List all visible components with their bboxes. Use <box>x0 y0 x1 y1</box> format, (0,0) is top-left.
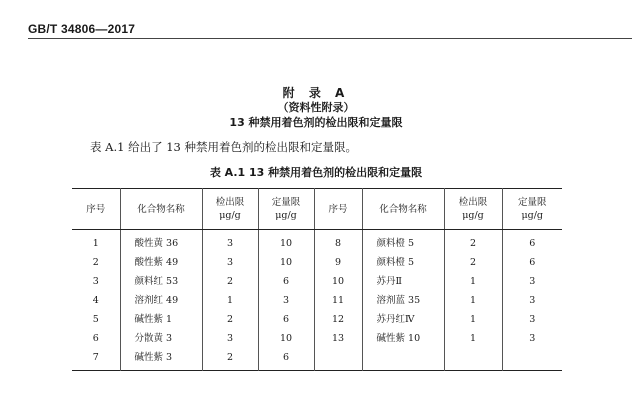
col-loq-header: 定量限 μg/g <box>502 189 562 230</box>
limits-table <box>72 188 562 371</box>
intro-paragraph: 表 A.1 给出了 13 种禁用着色剂的检出限和定量限。 <box>90 140 358 154</box>
seq-cell: 7 <box>92 352 99 363</box>
lod-cell: 3 <box>202 230 258 254</box>
seq-cell <box>314 348 362 371</box>
col-name-header: 化合物名称 <box>120 189 202 230</box>
lod-cell: 1 <box>444 291 502 310</box>
standard-code: GB/T 34806—2017 <box>28 22 136 36</box>
table-caption: 表 A.1 13 种禁用着色剂的检出限和定量限 <box>209 166 423 179</box>
compound-name-cell: 溶剂蓝 35 <box>362 291 444 310</box>
col-name-header: 化合物名称 <box>362 189 444 230</box>
seq-cell: 13 <box>314 329 362 348</box>
lod-cell: 3 <box>202 253 258 272</box>
loq-cell: 3 <box>502 291 562 310</box>
loq-cell: 3 <box>258 291 314 310</box>
table-row <box>72 272 562 291</box>
seq-cell: 10 <box>314 272 362 291</box>
col-lod-header: 检出限 μg/g <box>202 189 258 230</box>
seq-cell: 4 <box>92 295 99 306</box>
lod-cell: 1 <box>444 272 502 291</box>
seq-cell: 11 <box>314 291 362 310</box>
seq-cell: 8 <box>314 230 362 254</box>
compound-name-cell: 分散黄 3 <box>120 329 202 348</box>
loq-cell: 3 <box>502 272 562 291</box>
lod-cell: 2 <box>202 348 258 371</box>
loq-cell: 6 <box>258 310 314 329</box>
loq-cell: 6 <box>502 253 562 272</box>
appendix-title: 附 录 A <box>282 86 350 100</box>
compound-name-cell <box>362 348 444 371</box>
compound-name-cell: 苏丹红Ⅳ <box>362 310 444 329</box>
col-lod-header: 检出限 μg/g <box>444 189 502 230</box>
compound-name-cell: 颜料红 53 <box>120 272 202 291</box>
lod-cell: 2 <box>202 310 258 329</box>
table-header-row <box>72 189 562 230</box>
seq-cell: 6 <box>92 333 99 344</box>
seq-cell: 9 <box>314 253 362 272</box>
loq-cell: 3 <box>502 310 562 329</box>
seq-cell: 2 <box>92 257 99 268</box>
table-row <box>72 253 562 272</box>
table-row <box>72 230 562 254</box>
col-loq-header: 定量限 μg/g <box>258 189 314 230</box>
appendix-subtitle: （资料性附录） <box>277 101 355 114</box>
lod-cell: 1 <box>444 329 502 348</box>
compound-name-cell: 苏丹Ⅱ <box>362 272 444 291</box>
compound-name-cell: 碱性紫 10 <box>362 329 444 348</box>
compound-name-cell: 酸性黄 36 <box>120 230 202 254</box>
seq-cell: 12 <box>314 310 362 329</box>
compound-name-cell: 碱性紫 1 <box>120 310 202 329</box>
loq-cell: 10 <box>258 329 314 348</box>
compound-name-cell: 溶剂红 49 <box>120 291 202 310</box>
table-row <box>72 329 562 348</box>
lod-cell: 2 <box>202 272 258 291</box>
lod-cell: 1 <box>202 291 258 310</box>
seq-cell: 5 <box>92 314 99 325</box>
lod-cell: 2 <box>444 230 502 254</box>
lod-cell: 2 <box>444 253 502 272</box>
col-seq-header: 序号 <box>72 189 120 230</box>
compound-name-cell: 颜料橙 5 <box>362 230 444 254</box>
loq-cell: 6 <box>502 230 562 254</box>
loq-cell: 10 <box>258 253 314 272</box>
table-row <box>72 310 562 329</box>
compound-name-cell: 颜料橙 5 <box>362 253 444 272</box>
loq-cell: 6 <box>258 348 314 371</box>
col-seq-header: 序号 <box>314 189 362 230</box>
compound-name-cell: 酸性紫 49 <box>120 253 202 272</box>
header-rule <box>28 38 632 39</box>
table-row <box>72 348 562 371</box>
loq-cell <box>502 348 562 371</box>
seq-cell: 1 <box>92 238 99 249</box>
compound-name-cell: 碱性紫 3 <box>120 348 202 371</box>
lod-cell <box>444 348 502 371</box>
loq-cell: 6 <box>258 272 314 291</box>
lod-cell: 3 <box>202 329 258 348</box>
loq-cell: 3 <box>502 329 562 348</box>
lod-cell: 1 <box>444 310 502 329</box>
seq-cell: 3 <box>92 276 99 287</box>
table-row <box>72 291 562 310</box>
loq-cell: 10 <box>258 230 314 254</box>
appendix-heading: 13 种禁用着色剂的检出限和定量限 <box>229 116 403 129</box>
